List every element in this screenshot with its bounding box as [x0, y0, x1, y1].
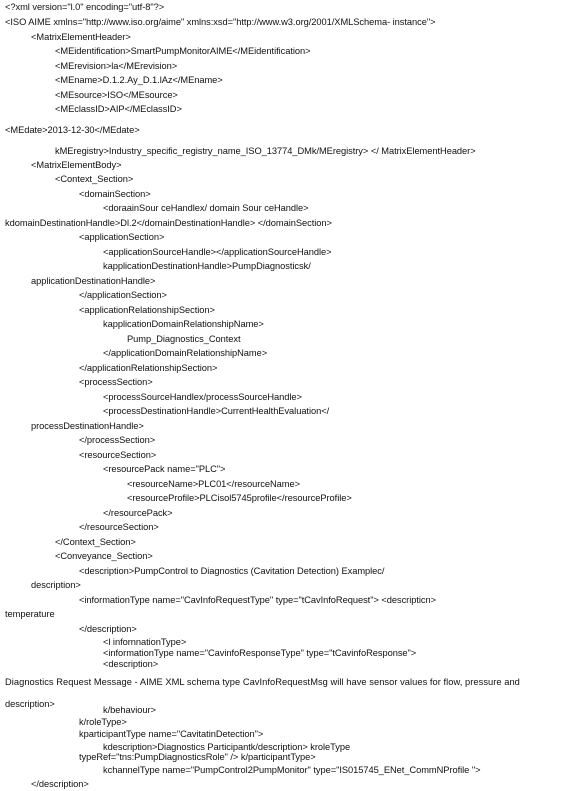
- document-line: <MatrixElementHeader>: [31, 32, 131, 42]
- document-line: processDestinationHandle>: [31, 421, 144, 431]
- document-line: kdomainDestinationHandle>Dl.2</domainDestinationHandle> </domainSection>: [5, 218, 332, 228]
- document-line: Pump_Diagnostics_Context: [127, 334, 241, 344]
- document-line: <applicationRelationshipSection>: [79, 305, 215, 315]
- document-line: <resourceSection>: [79, 450, 157, 460]
- document-line: <Conveyance_Section>: [55, 551, 153, 561]
- document-line: </applicationSection>: [79, 290, 167, 300]
- document-line: <resourceProfile>PLCisol5745profile</resourceProfile>: [127, 493, 352, 503]
- document-line: <?xml version="l.0" encoding="utf-8"?>: [5, 2, 165, 12]
- document-line: kdescription>Diagnostics Participantk/description> kroleType: [103, 742, 351, 752]
- document-line: </description>: [79, 624, 137, 634]
- document-line: <MErevision>la</MErevision>: [55, 61, 178, 71]
- document-line: <processSourceHandlex/processSourceHandle>: [103, 392, 302, 402]
- document-line: description>: [5, 699, 55, 709]
- document-line: <Context_Section>: [55, 174, 134, 184]
- document-line: <processDestinationHandle>CurrentHealthEvaluation</: [103, 406, 330, 416]
- document-line: description>: [31, 580, 81, 590]
- document-line: <resourcePack name="PLC">: [103, 464, 226, 474]
- document-line: typeRef="tns:PumpDiagnosticsRole" /> k/participantType>: [79, 752, 316, 762]
- document-line: <ISO AIME xmlns="http://www.iso.org/aime" xmlns:xsd="http://www.w3.org/2001/XMLSchema- instance">: [5, 17, 436, 27]
- document-line: kMEregistry>Industry_specific_registry_name_ISO_13774_DMk/MEregistry> </ MatrixElementHeader>: [55, 146, 476, 156]
- document-line: <doraainSour ceHandlex/ domain Sour ceHandle>: [103, 203, 309, 213]
- document-line: kparticipantType name="CavitatinDetection">: [79, 729, 264, 739]
- document-line: </applicationRelationshipSection>: [79, 363, 218, 373]
- document-line: <description>PumpControl to Diagnostics (Cavitation Detection) Examplec/: [79, 566, 385, 576]
- document-line: <processSection>: [79, 377, 153, 387]
- document-line: </Context_Section>: [55, 537, 136, 547]
- document-line: kapplicationDomainRelationshipName>: [103, 319, 264, 329]
- document-line: kchannelType name="PumpControl2PumpMonitor" type="IS015745_ENet_CommNProfile ">: [103, 765, 481, 775]
- document-line: <MEname>D.1.2.Ay_D.1.lAz</MEname>: [55, 75, 223, 85]
- document-line: <resourceName>PLC01</resourceName>: [127, 479, 300, 489]
- document-line: <applicationSection>: [79, 232, 165, 242]
- document-line: <MEdate>2013-12-30</MEdate>: [5, 125, 140, 135]
- document-line: <l infornnationType>: [103, 637, 187, 647]
- document-line: <MEsource>ISO</MEsource>: [55, 90, 178, 100]
- document-line: <description>: [103, 659, 159, 669]
- document-line: kapplicationDestinationHandle>PumpDiagnosticsk/: [103, 261, 311, 271]
- document-line: <informationType name="CavinfoResponseType" type="tCavinfoResponse">: [103, 648, 417, 658]
- document-line: <domainSection>: [79, 189, 151, 199]
- document-line: </description>: [31, 779, 89, 789]
- document-line: temperature: [5, 609, 55, 619]
- document-line: applicationDestinationHandle>: [31, 276, 156, 286]
- document-line: <MatrixElementBody>: [31, 160, 122, 170]
- document-line: k/behaviour>: [103, 705, 156, 715]
- document-line: Diagnostics Request Message - AIME XML schema type CavInfoRequestMsg will have sensor values for flow, pressure and: [5, 677, 520, 687]
- document-line: <MEclassID>AIP</MEclassID>: [55, 104, 182, 114]
- document-line: <MEidentification>SmartPumpMonitorAIME</MEidentification>: [55, 46, 311, 56]
- document-line: </resourcePack>: [103, 508, 173, 518]
- document-line: <applicationSourceHandle></applicationSourceHandle>: [103, 247, 332, 257]
- document-line: </processSection>: [79, 435, 156, 445]
- document-line: </applicationDomainRelationshipName>: [103, 348, 268, 358]
- document-line: </resourceSection>: [79, 522, 159, 532]
- document-line: k/roleType>: [79, 717, 127, 727]
- document-line: <informationType name="CavInfoRequestType" type="tCavInfoRequest"> <descripticn>: [79, 595, 437, 605]
